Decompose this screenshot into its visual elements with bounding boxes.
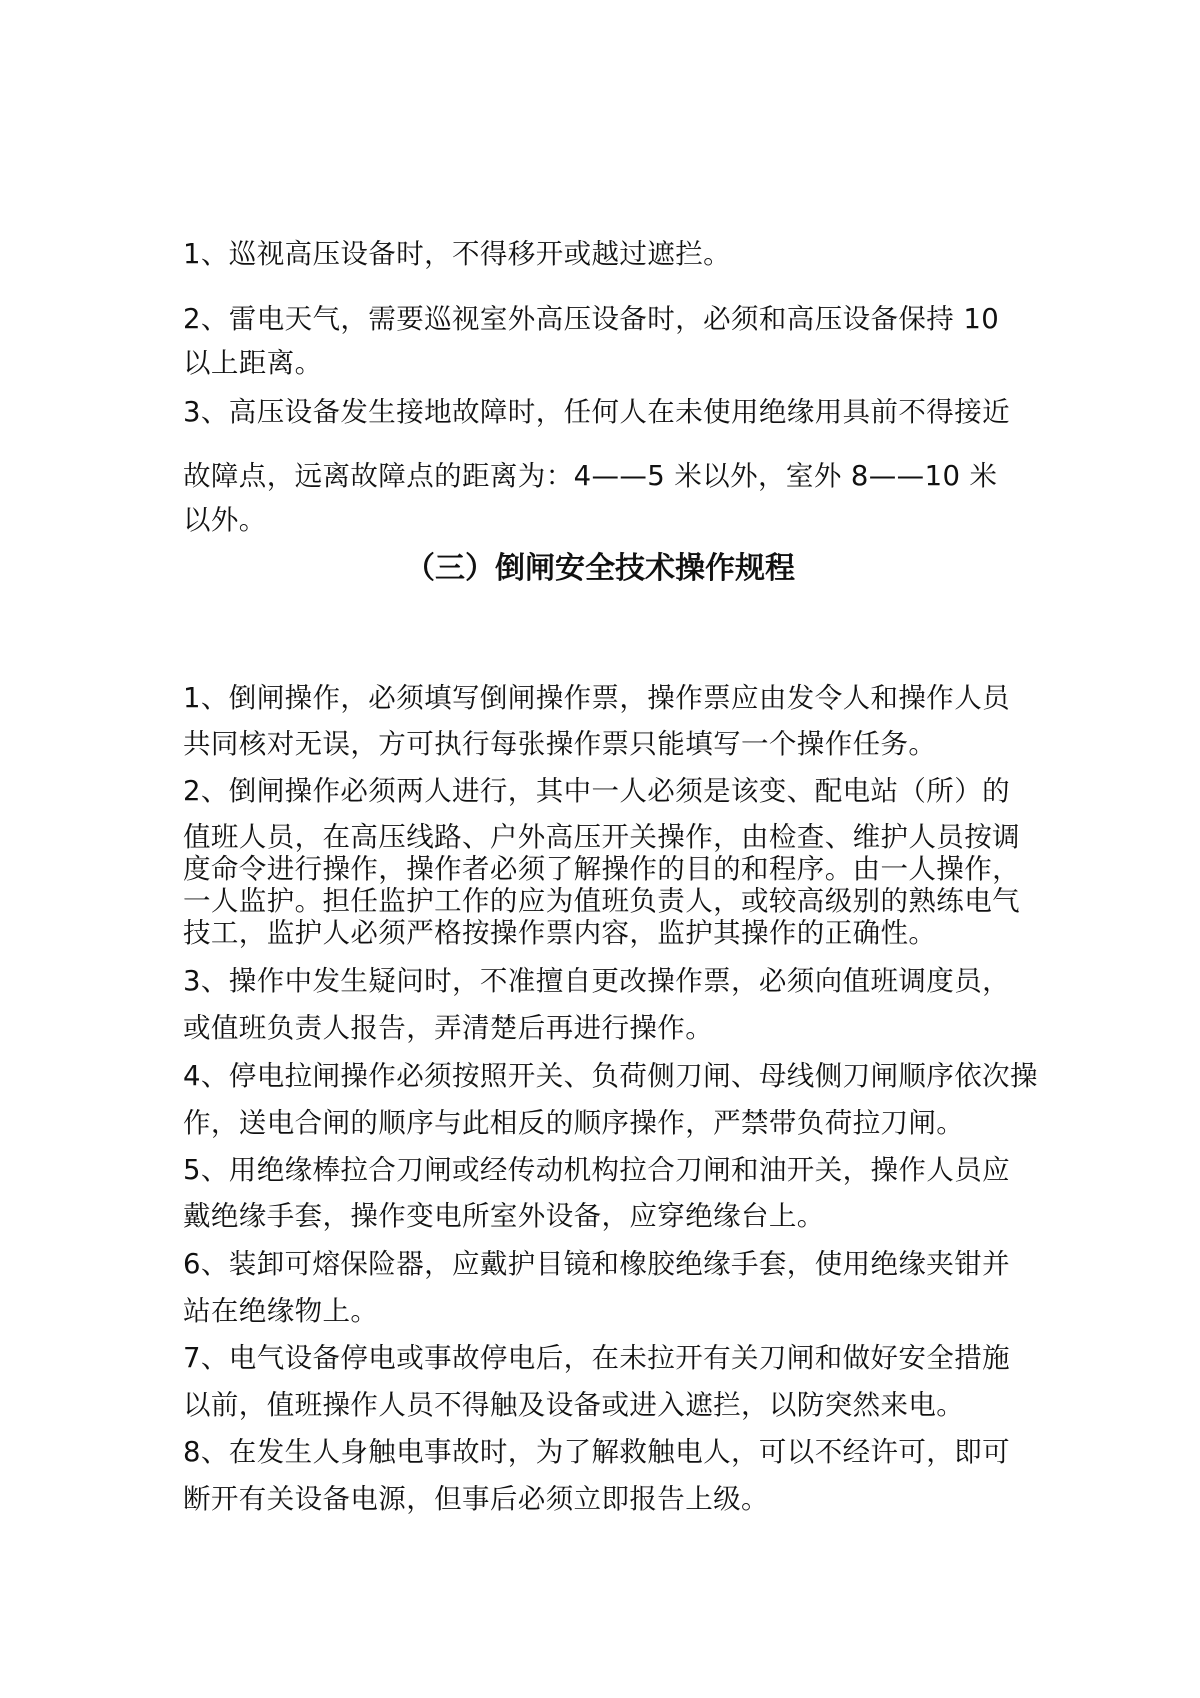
procedure-item-4-line-2: 作，送电合闸的顺序与此相反的顺序操作，严禁带负荷拉刀闸。 (183, 1107, 965, 1139)
procedure-item-2-line-3: 度命令进行操作，操作者必须了解操作的目的和程序。由一人操作， (183, 853, 1020, 885)
procedure-item-7-line-1: 7、电气设备停电或事故停电后，在未拉开有关刀闸和做好安全措施 (183, 1342, 1010, 1374)
procedure-item-1-line-1: 1、倒闸操作，必须填写倒闸操作票，操作票应由发令人和操作人员 (183, 682, 1010, 714)
procedure-item-6-line-2: 站在绝缘物上。 (183, 1295, 379, 1327)
procedure-item-3-line-2: 或值班负责人报告，弄清楚后再进行操作。 (183, 1012, 714, 1044)
item-1-line-1: 1、巡视高压设备时，不得移开或越过遮拦。 (183, 238, 731, 270)
procedure-item-5-line-2: 戴绝缘手套，操作变电所室外设备，应穿绝缘台上。 (183, 1200, 825, 1232)
item-2-line-1: 2、雷电天气，需要巡视室外高压设备时，必须和高压设备保持 10 (183, 303, 1000, 335)
item-2-line-2: 以上距离。 (183, 347, 323, 379)
procedure-item-7-line-2: 以前，值班操作人员不得触及设备或进入遮拦，以防突然来电。 (183, 1389, 965, 1421)
procedure-item-2-line-2: 值班人员，在高压线路、户外高压开关操作，由检查、维护人员按调 (183, 821, 1020, 853)
item-3-line-1: 3、高压设备发生接地故障时，任何人在未使用绝缘用具前不得接近 (183, 396, 1010, 428)
procedure-item-4-line-1: 4、停电拉闸操作必须按照开关、负荷侧刀闸、母线侧刀闸顺序依次操 (183, 1060, 1038, 1092)
section-heading: （三）倒闸安全技术操作规程 (405, 551, 795, 586)
procedure-item-2-line-4: 一人监护。担任监护工作的应为值班负责人，或较高级别的熟练电气 (183, 885, 1020, 917)
procedure-item-2-line-1: 2、倒闸操作必须两人进行，其中一人必须是该变、配电站（所）的 (183, 775, 1010, 807)
item-3-line-2: 故障点，远离故障点的距离为：4——5 米以外，室外 8——10 米 (183, 460, 998, 492)
procedure-item-5-line-1: 5、用绝缘棒拉合刀闸或经传动机构拉合刀闸和油开关，操作人员应 (183, 1154, 1010, 1186)
procedure-item-1-line-2: 共同核对无误，方可执行每张操作票只能填写一个操作任务。 (183, 728, 937, 760)
procedure-item-6-line-1: 6、装卸可熔保险器，应戴护目镜和橡胶绝缘手套，使用绝缘夹钳并 (183, 1248, 1010, 1280)
procedure-item-3-line-1: 3、操作中发生疑问时，不准擅自更改操作票，必须向值班调度员， (183, 965, 1010, 997)
procedure-item-2-line-5: 技工，监护人必须严格按操作票内容，监护其操作的正确性。 (183, 917, 937, 949)
procedure-item-8-line-2: 断开有关设备电源，但事后必须立即报告上级。 (183, 1483, 769, 1515)
item-3-line-3: 以外。 (183, 504, 267, 536)
procedure-item-8-line-1: 8、在发生人身触电事故时，为了解救触电人，可以不经许可，即可 (183, 1436, 1010, 1468)
